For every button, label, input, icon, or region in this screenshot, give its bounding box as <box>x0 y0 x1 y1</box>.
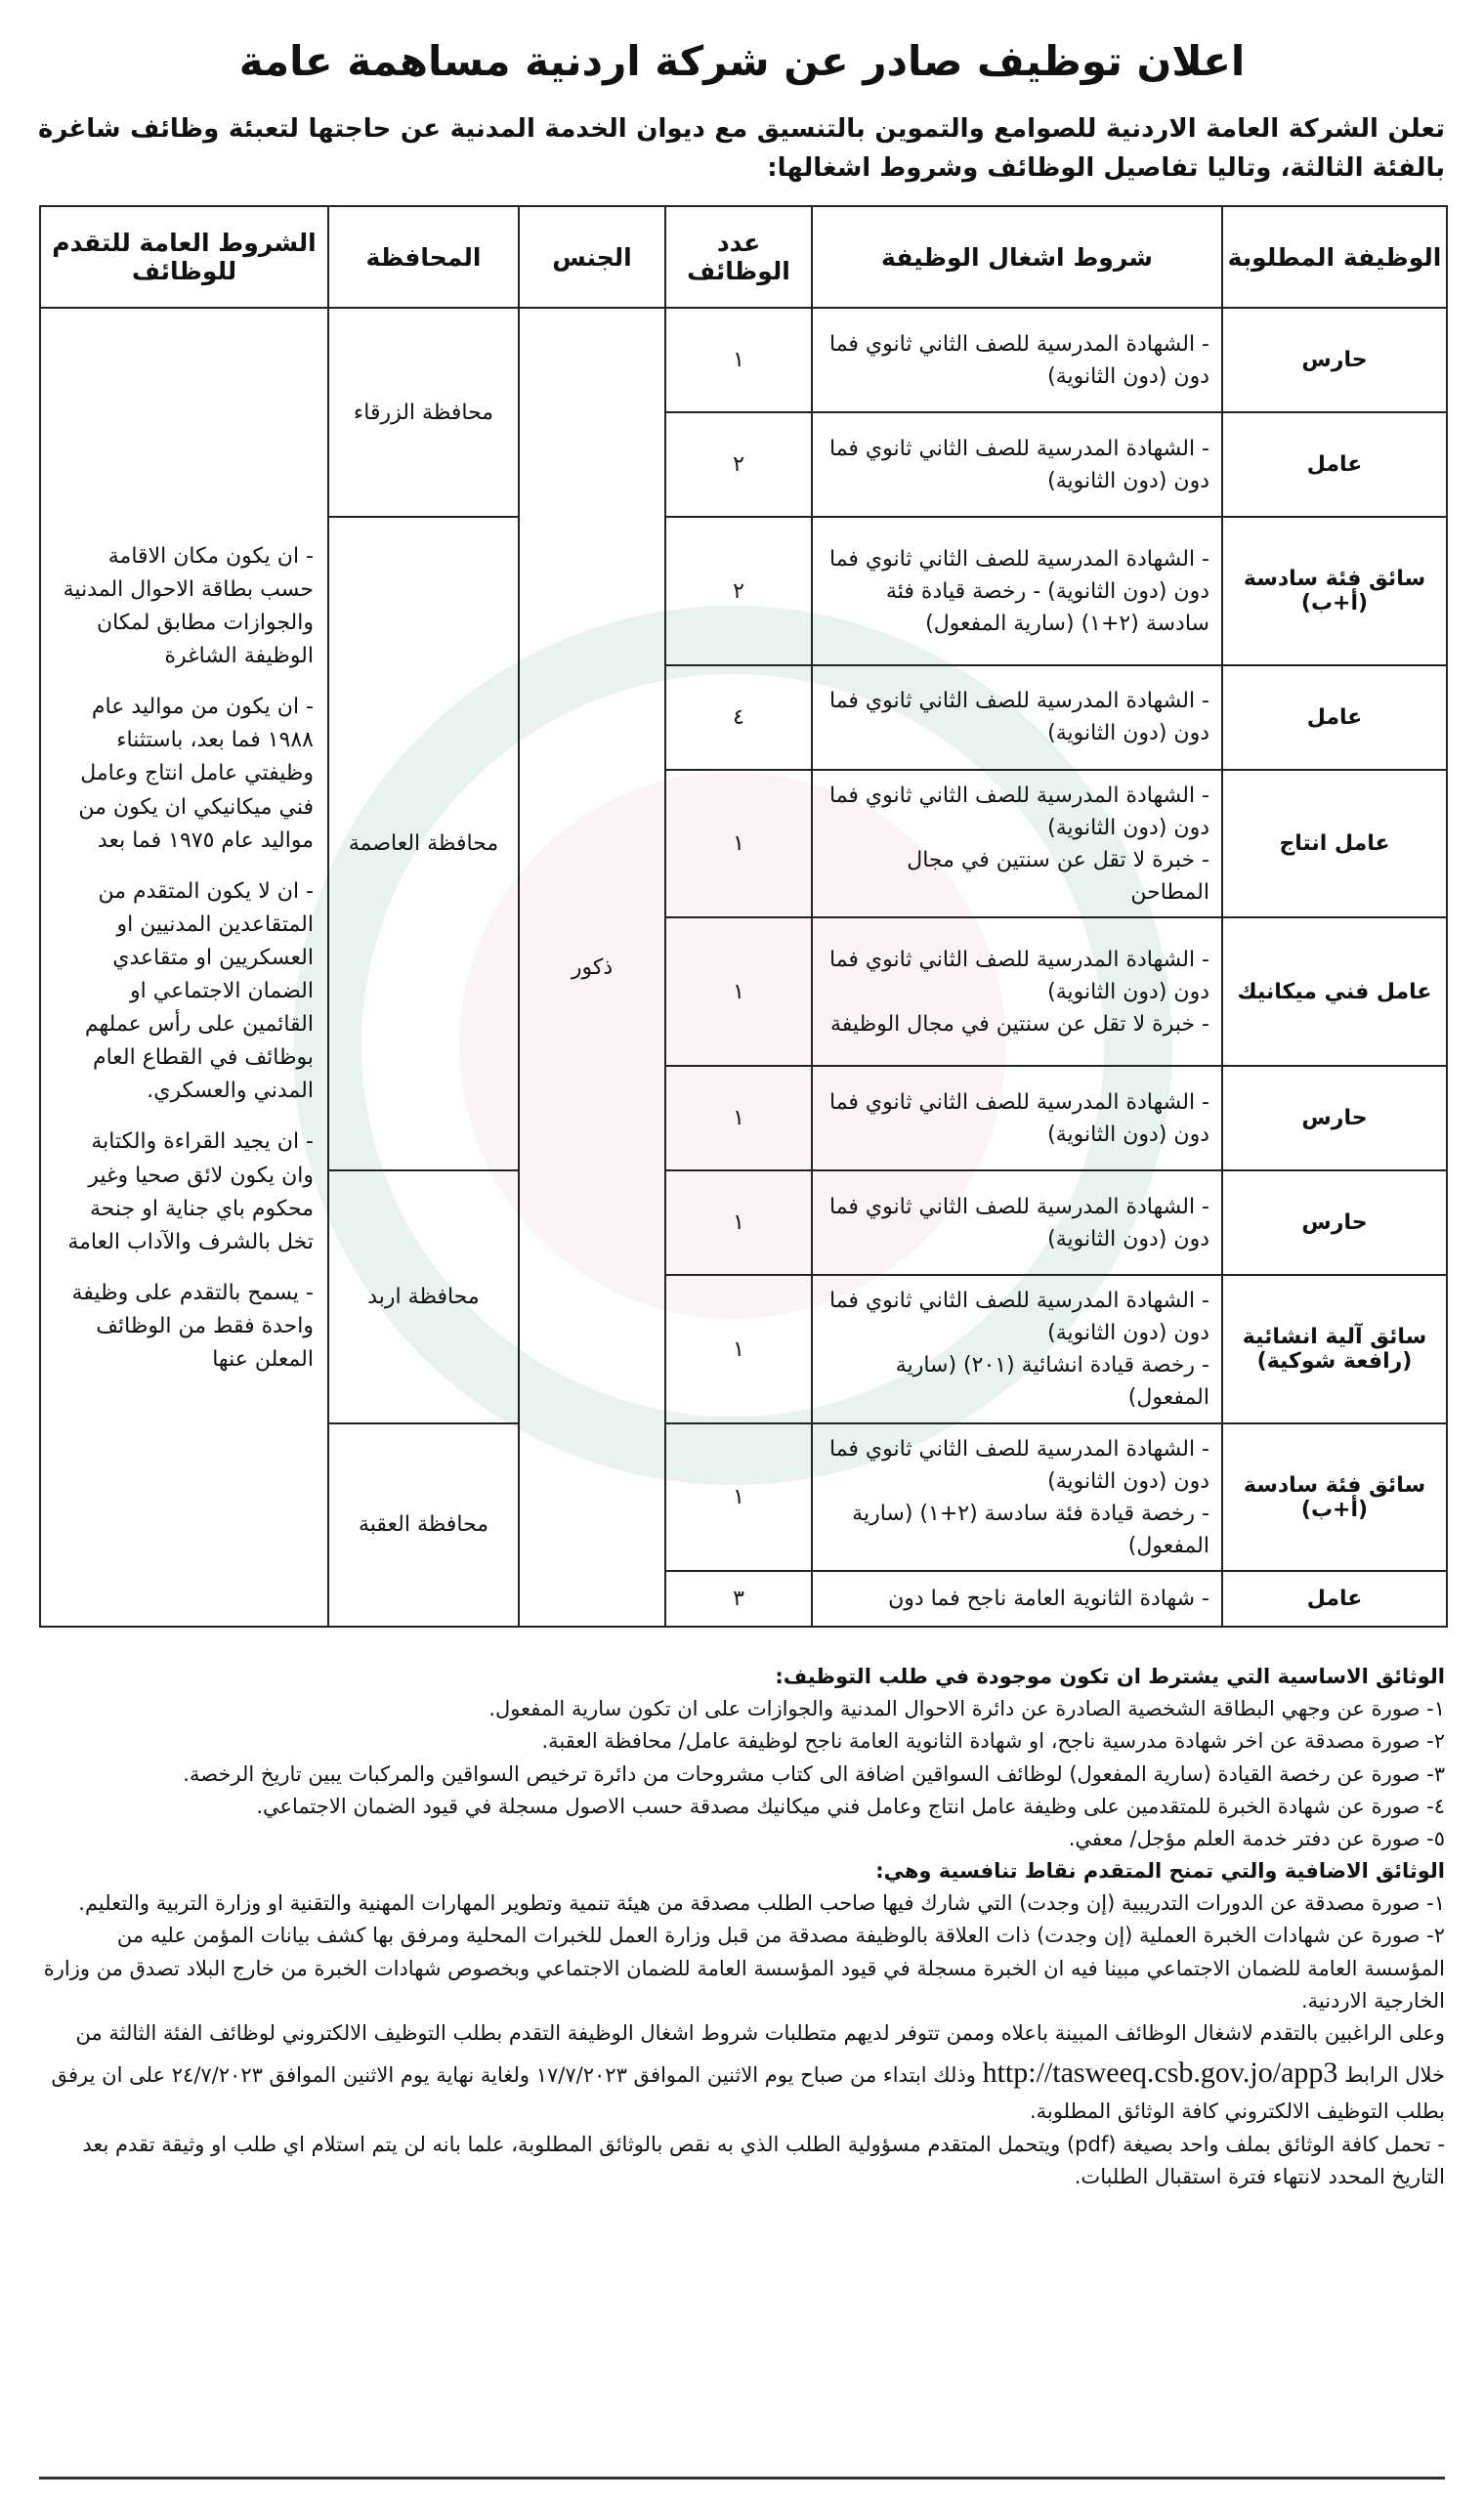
announcement-intro: تعلن الشركة العامة الاردنية للصوامع والتموين بالتنسيق مع ديوان الخدمة المدنية عن حاجتها لتعبئة وظائف شاغرة بالفئة الثالثة، وتاليا تفاصيل الوظائف وشروط اشغالها: <box>38 114 1445 184</box>
job-title: حارس <box>1222 1170 1447 1275</box>
job-title: عامل <box>1222 1571 1447 1627</box>
extra-documents-heading: الوثائق الاضافية والتي تمنح المتقدم نقاط تنافسية وهي: <box>875 1859 1445 1884</box>
job-conditions: - الشهادة المدرسية للصف الثاني ثانوي فما دون (دون الثانوية) - رخصة قيادة انشائية (٢٠١) (سارية المفعول) <box>812 1275 1222 1423</box>
job-count: ١ <box>665 1275 812 1423</box>
job-count: ٢ <box>665 517 812 665</box>
governorate-aqaba: محافظة العقبة <box>328 1423 519 1627</box>
application-instructions <box>38 2017 1445 2129</box>
job-conditions: - الشهادة المدرسية للصف الثاني ثانوي فما دون (دون الثانوية) <box>812 1066 1222 1170</box>
job-title: عامل <box>1222 665 1447 770</box>
header-job: الوظيفة المطلوبة <box>1222 206 1447 308</box>
job-title: حارس <box>1222 308 1447 412</box>
table-row <box>40 308 1447 412</box>
basic-document-item: ٥- صورة عن دفتر خدمة العلم مؤجل/ معفي. <box>1068 1826 1445 1850</box>
job-title: سائق فئة سادسة (أ+ب) <box>1222 517 1447 665</box>
governorate-irbid: محافظة اربد <box>328 1170 519 1423</box>
basic-document-item: ٣- صورة عن رخصة القيادة (سارية المفعول) لوظائف السواقين اضافة الى كتاب مشروحات من دائرة ترخيص السواقين والمركبات يبين تاريخ الرخصة. <box>183 1761 1445 1786</box>
job-title: حارس <box>1222 1066 1447 1170</box>
application-text-1: وعلى الراغبين بالتقدم لاشغال الوظائف المبينة باعلاه وممن تتوفر لديهم متطلبات شروط اشغال الوظيفة التقدم بطلب التوظيف الالكتروني لوظائف الفئة الثالثة من خلال الرابط <box>75 2020 1445 2088</box>
job-title: سائق فئة سادسة (أ+ب) <box>1222 1423 1447 1572</box>
job-conditions: - الشهادة المدرسية للصف الثاني ثانوي فما دون (دون الثانوية) <box>812 665 1222 770</box>
header-count: عدد الوظائف <box>665 206 812 308</box>
basic-documents-heading: الوثائق الاساسية التي يشترط ان تكون موجودة في طلب التوظيف: <box>775 1665 1445 1688</box>
header-general-conditions: الشروط العامة للتقدم للوظائف <box>40 206 328 308</box>
job-count: ١ <box>665 308 812 412</box>
job-conditions: - شهادة الثانوية العامة ناجح فما دون <box>812 1571 1222 1627</box>
upload-note: - تحمل كافة الوثائق بملف واحد بصيغة (pdf) ويتحمل المتقدم مسؤولية الطلب الذي به نقص بالوثائق المطلوبة، علما بانه لن يتم استلام اي طلب او وثيقة تقدم بعد التاريخ المحدد لانتهاء فترة استقبال الطلبات. <box>82 2132 1445 2188</box>
basic-document-item: ٢- صورة مصدقة عن اخر شهادة مدرسية ناجح، او شهادة الثانوية العامة ناجح لوظيفة عامل/ محافظة العقبة. <box>541 1729 1445 1754</box>
job-count: ١ <box>665 770 812 918</box>
extra-document-item: ٢- صورة عن شهادات الخبرة العملية (إن وجدت) ذات العلاقة بالوظيفة مصدقة من قبل وزارة العمل للخبرات المحلية ومرفق بها كشف بيانات المؤمن عليه من المؤسسة العامة للضمان الاجتماعي مبينا فيه ان الخبرة مسجلة في قيود المؤسسة العامة للضمان الاجتماعي وبخصوص شهادات الخبرة من خارج البلاد تصدق من وزارة الخارجية الاردنية. <box>43 1924 1445 2013</box>
general-conditions: - ان يكون مكان الاقامة حسب بطاقة الاحوال المدنية والجوازات مطابق لمكان الوظيفة الشاغرة - ان يكون من مواليد عام ١٩٨٨ فما بعد، باستثناء وظيفتي عامل انتاج وعامل فني ميكانيكي ان يكون من مواليد عام ١٩٧٥ فما بعد - ان لا يكون المتقدم من المتقاعدين المدنيين او العسكريين او متقاعدي الضمان الاجتماعي او القائمين على رأس عملهم بوظائف في القطاع العام المدني والعسكري. - ان يجيد القراءة والكتابة وان يكون لائق صحيا وغير محكوم باي جناية او جنحة تخل بالشرف والآداب العامة - يسمح بالتقدم على وظيفة واحدة فقط من الوظائف المعلن عنها <box>40 308 328 1627</box>
job-count: ١ <box>665 1066 812 1170</box>
job-count: ٢ <box>665 412 812 517</box>
governorate-capital: محافظة العاصمة <box>328 517 519 1170</box>
announcement-title: اعلان توظيف صادر عن شركة اردنية مساهمة عامة <box>238 37 1246 85</box>
job-title: سائق آلية انشائية (رافعة شوكية) <box>1222 1275 1447 1423</box>
job-count: ١ <box>665 917 812 1066</box>
basic-document-item: ٤- صورة عن شهادة الخبرة للمتقدمين على وظيفة عامل انتاج وعامل فني ميكانيك مصدقة حسب الاصول مسجلة في قيود الضمان الاجتماعي. <box>256 1794 1445 1818</box>
job-count: ٣ <box>665 1571 812 1627</box>
basic-document-item: ١- صورة عن وجهي البطاقة الشخصية الصادرة عن دائرة الاحوال المدنية والجوازات على ان تكون سارية المفعول. <box>488 1697 1445 1721</box>
job-count: ١ <box>665 1423 812 1572</box>
job-count: ١ <box>665 1170 812 1275</box>
job-title: عامل انتاج <box>1222 770 1447 918</box>
job-conditions: - الشهادة المدرسية للصف الثاني ثانوي فما دون (دون الثانوية) <box>812 412 1222 517</box>
application-link[interactable]: http://tasweeq.csb.gov.jo/app3 <box>982 2056 1338 2090</box>
job-conditions: - الشهادة المدرسية للصف الثاني ثانوي فما دون (دون الثانوية) <box>812 1170 1222 1275</box>
header-governorate: المحافظة <box>328 206 519 308</box>
job-title: عامل فني ميكانيك <box>1222 917 1447 1066</box>
governorate-zarqa: محافظة الزرقاء <box>328 308 519 517</box>
job-conditions: - الشهادة المدرسية للصف الثاني ثانوي فما دون (دون الثانوية) <box>812 308 1222 412</box>
jobs-table <box>39 205 1448 1628</box>
documents-section <box>38 1661 1445 2193</box>
table-header-row <box>40 206 1447 308</box>
job-title: عامل <box>1222 412 1447 517</box>
job-conditions: - الشهادة المدرسية للصف الثاني ثانوي فما دون (دون الثانوية) - رخصة قيادة فئة سادسة (٢+١) (سارية المفعول) <box>812 1423 1222 1572</box>
job-conditions: - الشهادة المدرسية للصف الثاني ثانوي فما دون (دون الثانوية) - خبرة لا تقل عن سنتين في مجال الوظيفة <box>812 917 1222 1066</box>
header-gender: الجنس <box>519 206 665 308</box>
bottom-divider <box>39 2477 1445 2480</box>
job-count: ٤ <box>665 665 812 770</box>
header-conditions: شروط اشغال الوظيفة <box>812 206 1222 308</box>
gender-cell: ذكور <box>519 308 665 1627</box>
job-conditions: - الشهادة المدرسية للصف الثاني ثانوي فما دون (دون الثانوية) - خبرة لا تقل عن سنتين في مجال المطاحن <box>812 770 1222 918</box>
job-conditions: - الشهادة المدرسية للصف الثاني ثانوي فما دون (دون الثانوية) - رخصة قيادة فئة سادسة (٢+١) (سارية المفعول) <box>812 517 1222 665</box>
application-text-2: وذلك ابتداء من صباح يوم الاثنين الموافق ١٧/٧/٢٠٢٣ ولغاية نهاية يوم الاثنين الموافق ٢٤/٧/٢٠٢٣ على ان يرفق بطلب التوظيف الالكتروني كافة الوثائق المطلوبة. <box>51 2063 1445 2124</box>
extra-document-item: ١- صورة مصدقة عن الدورات التدريبية (إن وجدت) التي شارك فيها صاحب الطلب مصدقة من هيئة تنمية وتطوير المهارات المهنية والتقنية او وزارة التربية والتعليم. <box>78 1891 1445 1916</box>
